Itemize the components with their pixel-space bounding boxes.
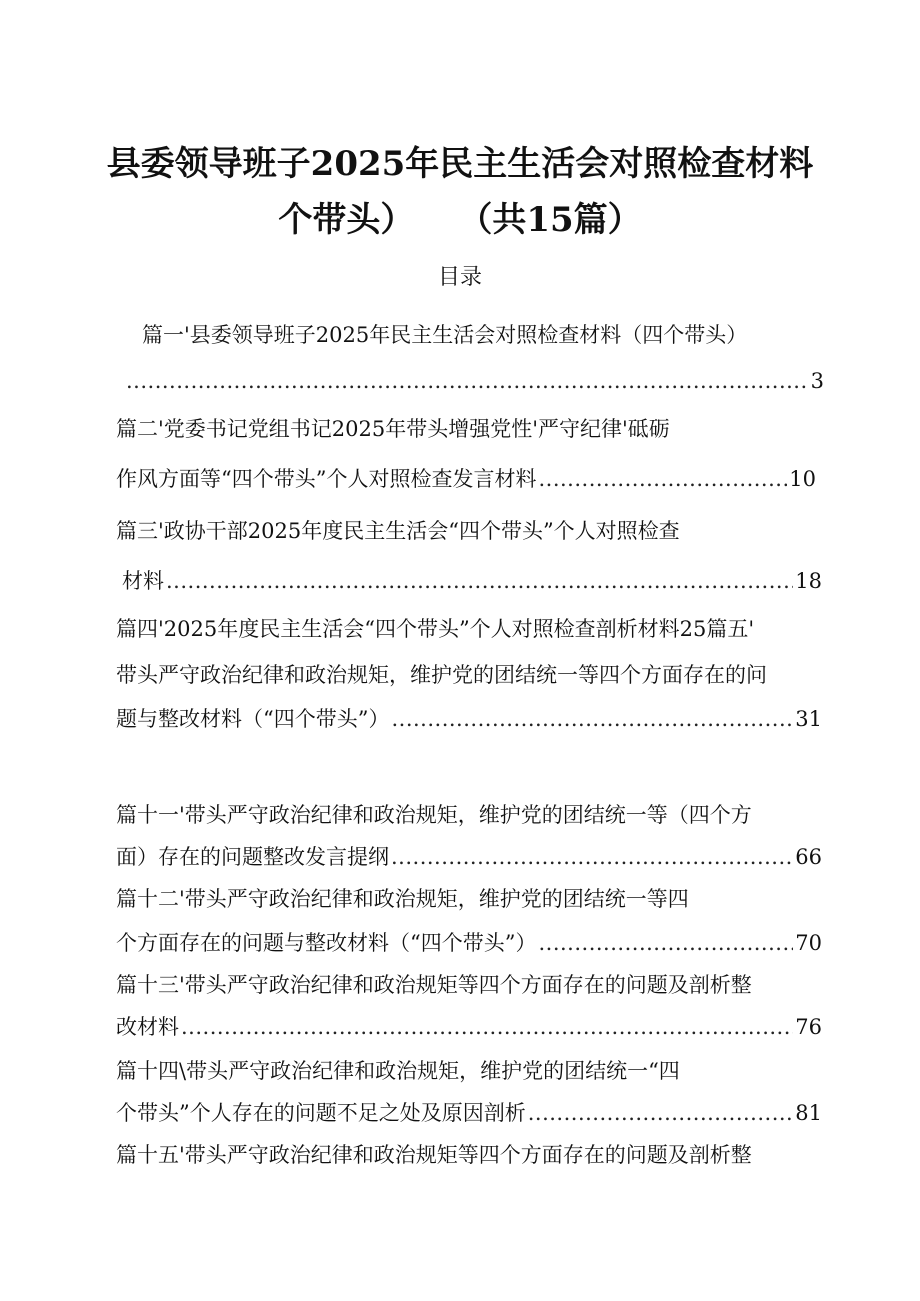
toc-entry-text: 篇十二'带头严守政治纪律和政治规矩，维护党的团结统一等四 xyxy=(116,887,689,911)
toc-entry-text: 篇十一'带头严守政治纪律和政治规矩，维护党的团结统一等（四个方 xyxy=(116,803,752,827)
toc-entry-11-line2[interactable] xyxy=(116,842,822,872)
dot-leader xyxy=(528,1098,794,1128)
dot-leader xyxy=(391,704,793,734)
toc-entry-2-line2[interactable] xyxy=(116,464,816,494)
toc-entry-text: 作风方面等“四个带头”个人对照检查发言材料 xyxy=(116,467,537,491)
document-title-line1: 县委领导班子2025年民主生活会对照检查材料 xyxy=(106,144,814,184)
toc-entry-text: 篇十四\带头严守政治纪律和政治规矩，维护党的团结统一“四 xyxy=(116,1059,680,1083)
toc-entry-text: 面）存在的问题整改发言提纲 xyxy=(116,845,389,869)
document-title-line2a: 个带头） xyxy=(278,200,415,240)
toc-entry-text: 个方面存在的问题与整改材料（“四个带头”） xyxy=(116,931,537,955)
toc-entry-page: 70 xyxy=(795,931,822,955)
toc-entry-text: 带头严守政治纪律和政治规矩，维护党的团结统一等四个方面存在的问 xyxy=(116,663,767,687)
toc-entry-14-line2[interactable] xyxy=(116,1098,822,1128)
toc-entry-text: 题与整改材料（“四个带头”） xyxy=(116,707,390,731)
toc-entry-3-line2[interactable] xyxy=(122,566,822,596)
toc-entry-text: 篇十三'带头严守政治纪律和政治规矩等四个方面存在的问题及剖析整 xyxy=(116,973,752,997)
toc-entry-12-line1[interactable] xyxy=(116,884,828,914)
toc-entry-page: 3 xyxy=(810,369,824,393)
toc-entry-page: 76 xyxy=(795,1015,822,1039)
toc-entry-3-line1[interactable] xyxy=(116,516,816,546)
dot-leader xyxy=(181,1012,793,1042)
toc-entry-4-line1[interactable] xyxy=(116,614,828,644)
toc-entry-page: 10 xyxy=(789,467,816,491)
toc-entry-1-line1[interactable] xyxy=(142,320,822,350)
toc-entry-13-line1[interactable] xyxy=(116,970,828,1000)
toc-entry-11-line1[interactable] xyxy=(116,800,828,830)
dot-leader xyxy=(391,842,793,872)
toc-entry-text: 篇一'县委领导班子2025年民主生活会对照检查材料（四个带头） xyxy=(142,323,748,347)
toc-entry-text: 材料 xyxy=(122,569,164,593)
toc-entry-text: 篇二'党委书记党组书记2025年带头增强党性'严守纪律'砥砺 xyxy=(116,417,670,441)
toc-entry-12-line2[interactable] xyxy=(116,928,822,958)
toc-entry-15-line1[interactable] xyxy=(116,1140,828,1170)
document-title-line2b: （共15篇） xyxy=(458,200,642,240)
toc-heading: 目录 xyxy=(437,265,482,290)
toc-entry-page: 18 xyxy=(795,569,822,593)
toc-entry-page: 31 xyxy=(795,707,822,731)
toc-entry-text: 改材料 xyxy=(116,1015,179,1039)
toc-entry-2-line1[interactable] xyxy=(116,414,816,444)
dot-leader xyxy=(538,464,787,494)
toc-entry-13-line2[interactable] xyxy=(116,1012,822,1042)
toc-entry-text: 篇四'2025年度民主生活会“四个带头”个人对照检查剖析材料25篇五' xyxy=(116,617,755,641)
toc-entry-text: 篇十五'带头严守政治纪律和政治规矩等四个方面存在的问题及剖析整 xyxy=(116,1143,752,1167)
toc-entry-14-line1[interactable] xyxy=(116,1056,828,1086)
dot-leader xyxy=(166,566,793,596)
toc-entry-page: 66 xyxy=(795,845,822,869)
toc-entry-1-leader[interactable] xyxy=(124,366,824,396)
toc-entry-text: 个带头”个人存在的问题不足之处及原因剖析 xyxy=(116,1101,526,1125)
toc-entry-4-line3[interactable] xyxy=(116,704,822,734)
toc-entry-page: 81 xyxy=(795,1101,822,1125)
toc-entry-text: 篇三'政协干部2025年度民主生活会“四个带头”个人对照检查 xyxy=(116,519,680,543)
document-title-line2 xyxy=(0,192,920,241)
toc-entry-4-line2[interactable] xyxy=(116,660,828,690)
dot-leader xyxy=(126,366,809,396)
dot-leader xyxy=(538,928,793,958)
